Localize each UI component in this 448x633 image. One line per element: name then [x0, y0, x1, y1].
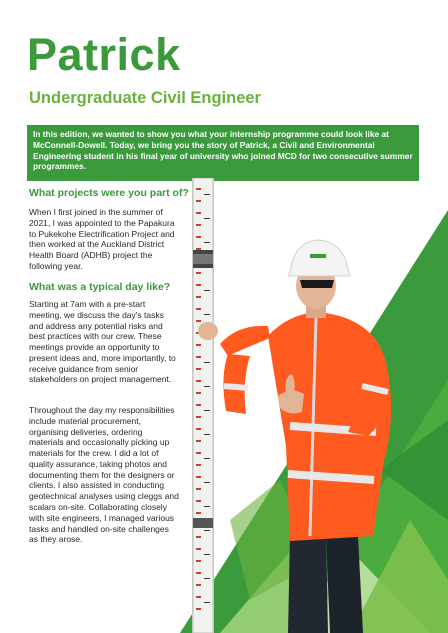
section-heading-projects: What projects were you part of?	[29, 187, 189, 199]
section-heading-typical-day: What was a typical day like?	[29, 281, 171, 293]
section-body-projects: When I first joined in the summer of 2021, I was appointed to the Papakura to Pukekohe Electrification Project and then worked at the Auckland District Health Board (ADHB) project the following year.	[29, 207, 175, 271]
page-title: Patrick	[27, 29, 181, 80]
page-subtitle: Undergraduate Civil Engineer	[29, 89, 261, 107]
section-body-typical-day-2: Throughout the day my responsibilities include material procurement, organising deliveries, ordering materials and occasionally picking up materials for the crew. I did a lot of quality assurance, taking photos and documenting them for the designers or clients. I also assisted in conducting geotechnical analyses using cleggs and scalars on-site. Collaborating closely with site engineers, I managed various tasks and handled on-site challenges as they arose.	[29, 405, 179, 545]
intro-banner: In this edition, we wanted to show you what your internship programme could look like at McConnell-Dowell. Today, we bring you the story of Patrick, a Civil and Environmental Engineering student in his final year of university who joined MCD for two consecutive summer programmes.	[27, 125, 419, 181]
engineer-photo	[198, 236, 398, 633]
section-body-typical-day: Starting at 7am with a pre-start meeting, we discuss the day's tasks and address any potential risks and best practices with our crew. These meetings provide an opportunity to present ideas and, more importantly, to receive guidance from senior stakeholders on project management.	[29, 299, 176, 385]
